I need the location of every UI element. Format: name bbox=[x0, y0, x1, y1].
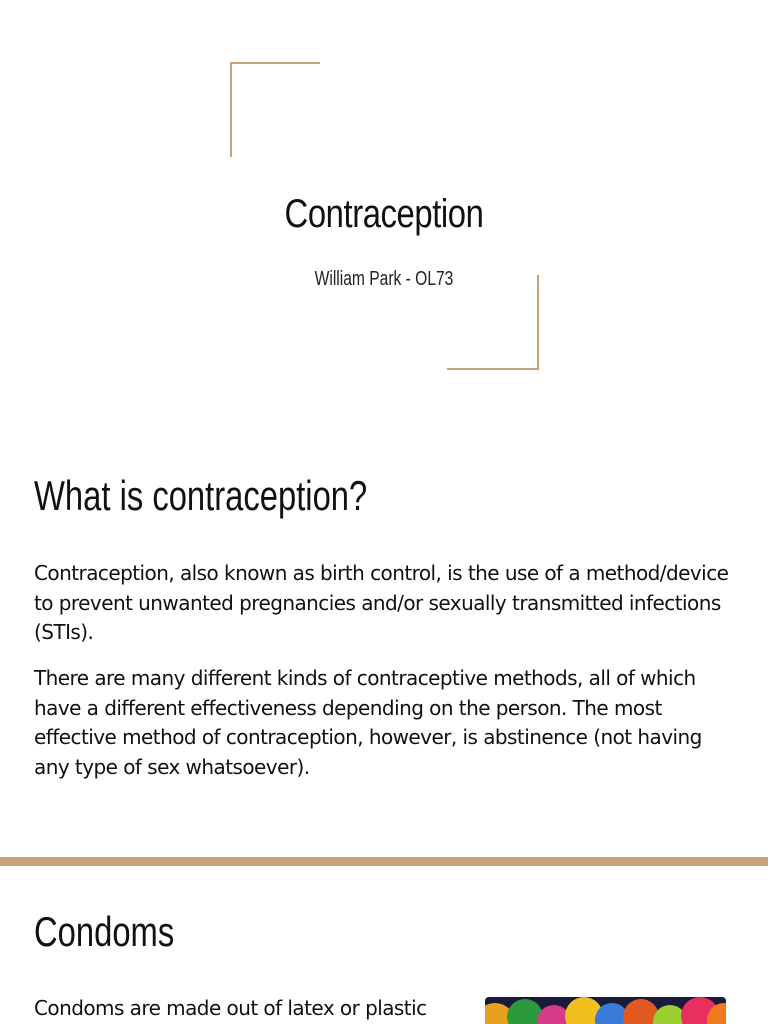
slide-heading: Condoms bbox=[34, 908, 175, 955]
slide-divider bbox=[0, 857, 768, 866]
title-slide bbox=[0, 0, 768, 440]
condoms-slide bbox=[0, 866, 768, 1024]
condoms-image bbox=[485, 997, 726, 1024]
decorative-corner-top-left bbox=[230, 62, 320, 157]
what-is-contraception-slide bbox=[0, 440, 768, 860]
presentation-title: Contraception bbox=[284, 192, 484, 236]
presentation-subtitle: William Park - OL73 bbox=[314, 268, 454, 290]
slide-heading: What is contraception? bbox=[34, 472, 368, 519]
slide-paragraph-definition: Contraception, also known as birth control, is the use of a method/device to prevent unwanted pregnancies and/or sexually transmitted infections (STIs). bbox=[34, 561, 729, 644]
slide-paragraph-effectiveness: There are many different kinds of contraceptive methods, all of which have a different effectiveness depending on the person. The most effective method of contraception, however, is abstinence (not having any type of sex whatsoever). bbox=[34, 666, 702, 779]
slide-paragraph-condoms: Condoms are made out of latex or plastic bbox=[34, 996, 427, 1020]
